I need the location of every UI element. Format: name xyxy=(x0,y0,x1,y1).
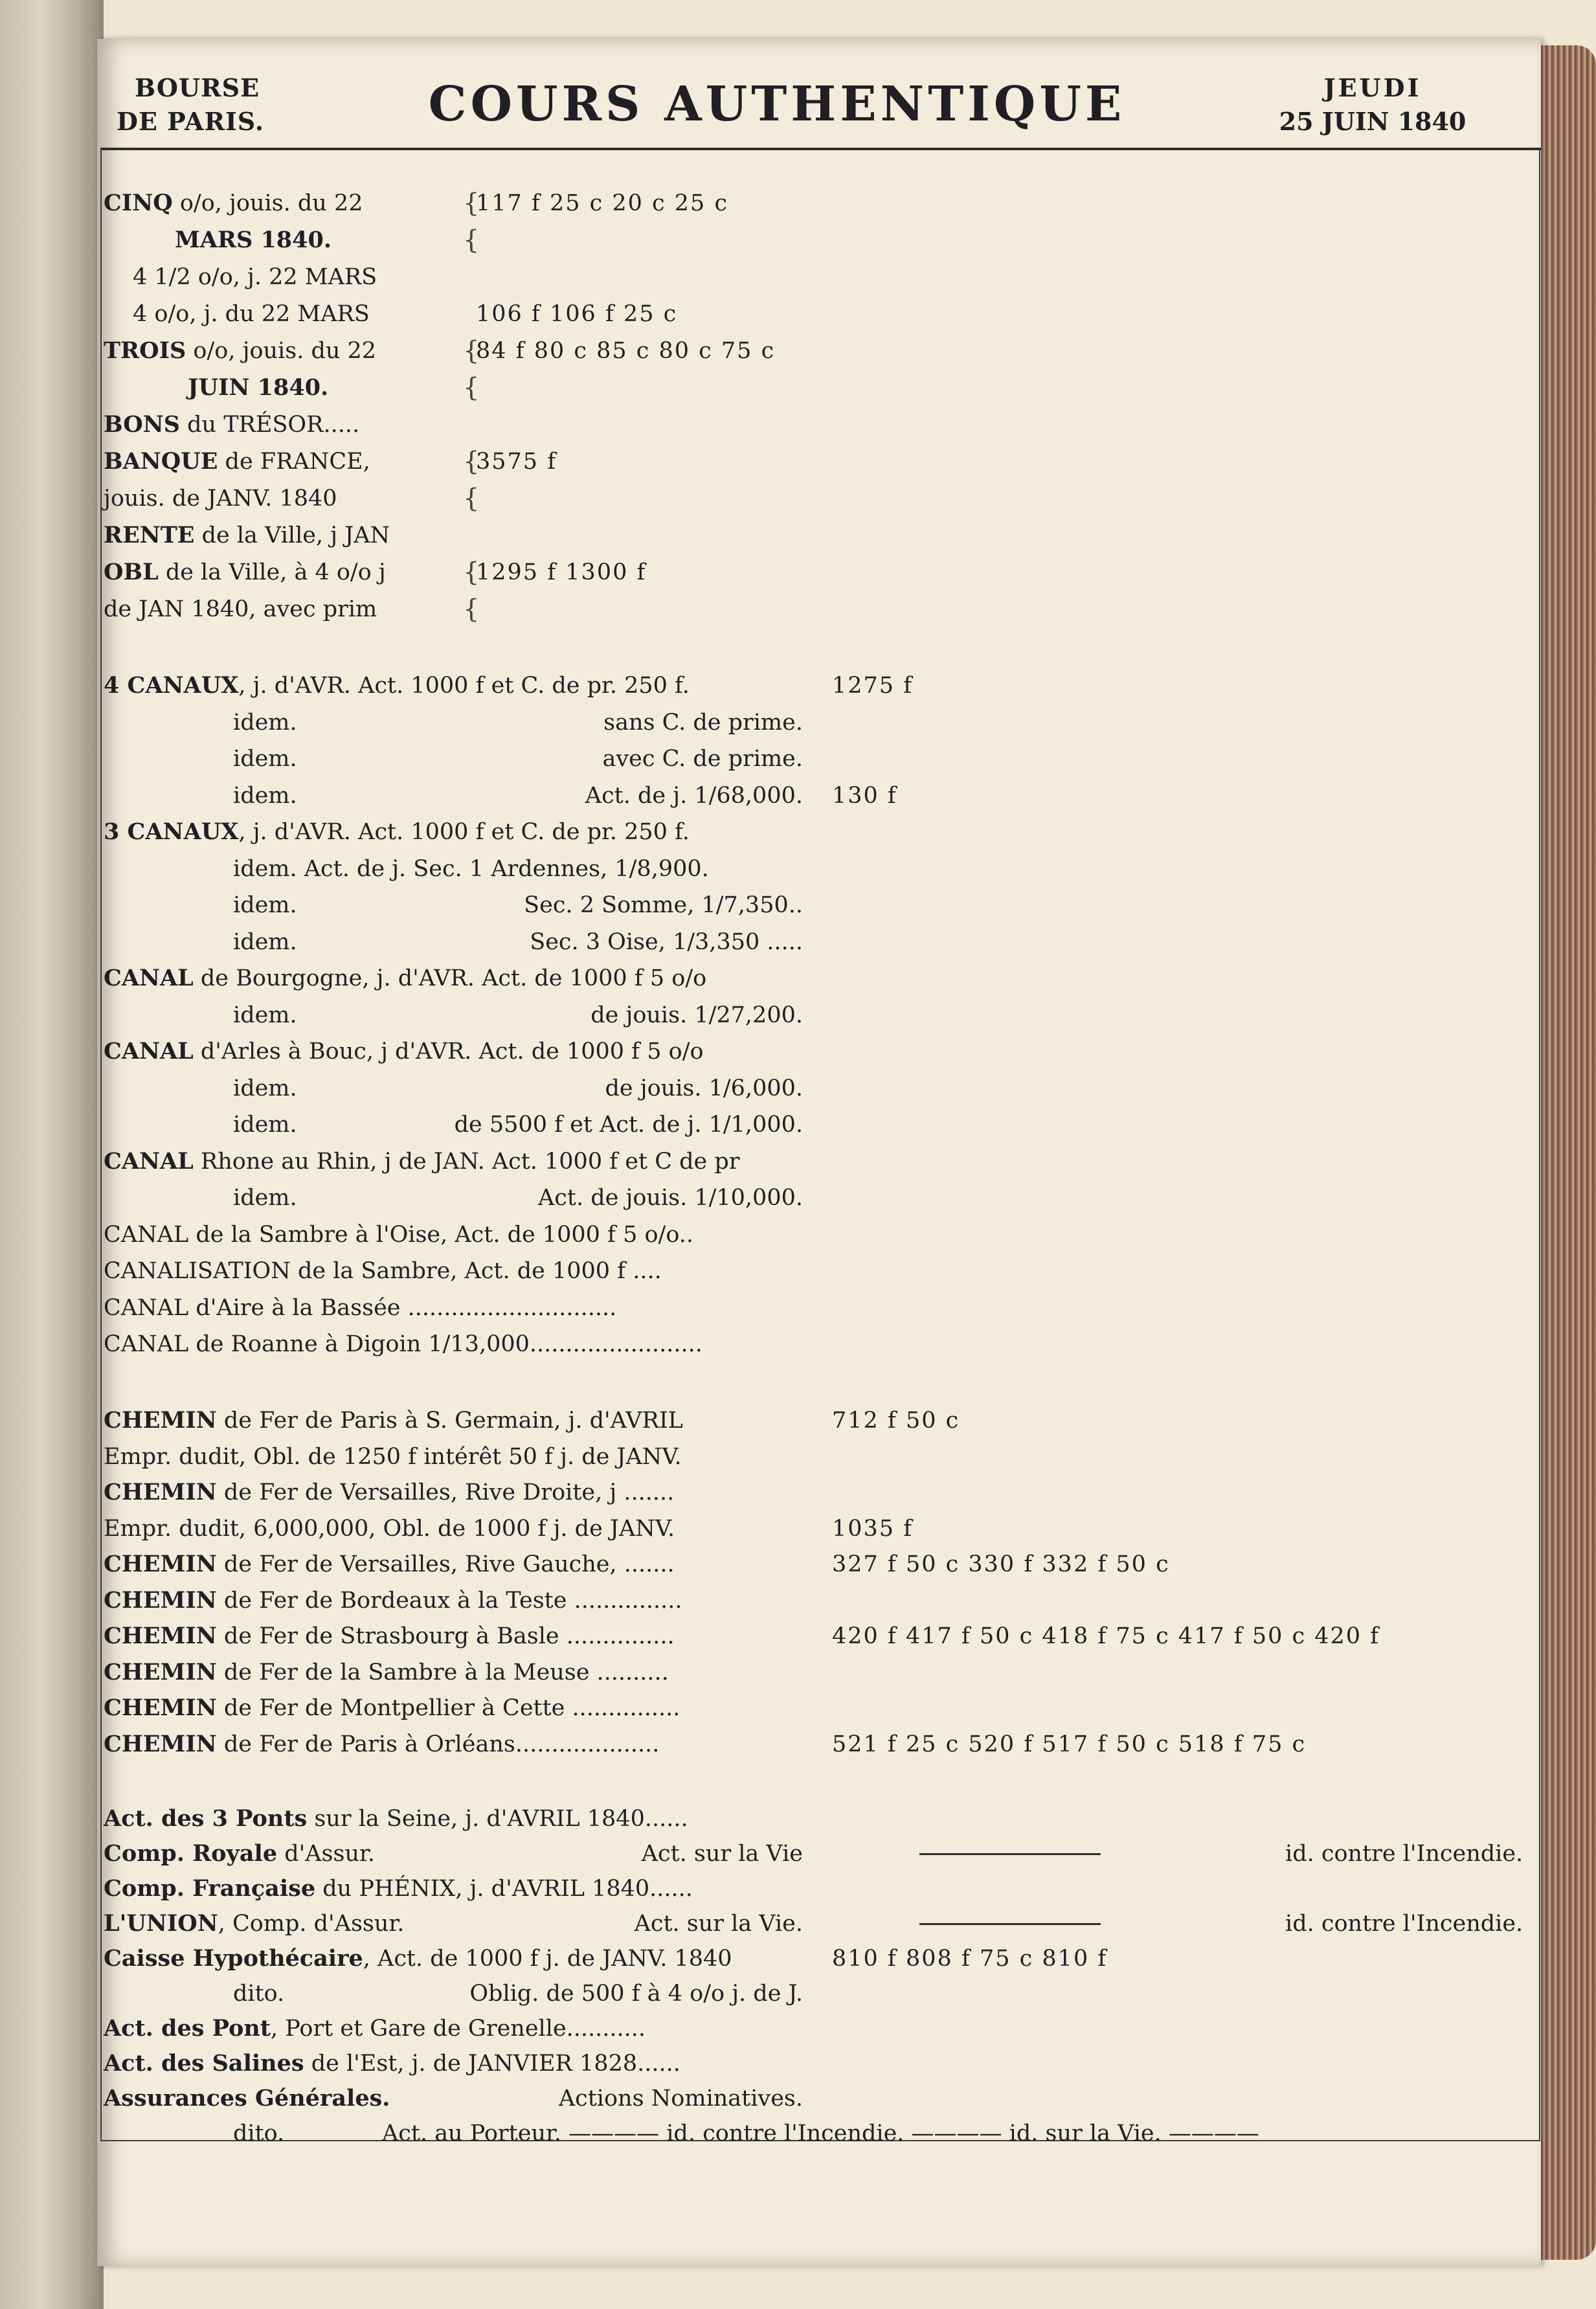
entry-terms: sur la Seine, j. d'AVRIL 1840...... xyxy=(307,1806,688,1832)
chemins-row xyxy=(104,1617,1528,1655)
canaux-row xyxy=(104,1106,1528,1143)
entry-name: Assurances Générales. xyxy=(104,2085,390,2112)
entry-label xyxy=(188,369,328,407)
canaux-row xyxy=(104,886,1528,924)
divers-row xyxy=(104,1835,1528,1873)
divers-row xyxy=(104,1905,1528,1943)
entry-label xyxy=(133,258,377,296)
quote-price: 810 f 808 f 75 c 810 f xyxy=(832,1946,1108,1972)
rentes-row xyxy=(104,221,1528,259)
entry-terms: idem. xyxy=(233,1002,297,1028)
entry-label xyxy=(104,1402,683,1439)
brace-mark: { xyxy=(463,336,480,366)
canaux-row xyxy=(104,1325,1528,1363)
entry-terms: idem. xyxy=(233,1112,297,1138)
brace-mark: { xyxy=(463,484,480,513)
entry-terms: dito. xyxy=(233,1981,285,2007)
entry-terms: idem. xyxy=(233,746,297,772)
entry-name: Caisse Hypothécaire xyxy=(104,1945,363,1972)
entry-label xyxy=(104,1216,693,1254)
canaux-row xyxy=(104,923,1528,961)
quote-price: 521 f 25 c 520 f 517 f 50 c 518 f 75 c xyxy=(832,1731,1307,1757)
entry-label xyxy=(104,1474,674,1511)
divers-row xyxy=(104,1940,1528,1977)
divers-row xyxy=(104,2010,1528,2047)
bourse-line-1: BOURSE xyxy=(135,73,260,102)
chemins-row xyxy=(104,1546,1528,1583)
entry-terms: idem. xyxy=(233,709,297,736)
entry-terms: jouis. de JANV. 1840 xyxy=(104,486,337,512)
entry-label xyxy=(104,1940,732,1977)
entry-label xyxy=(104,1438,682,1476)
chemins-row xyxy=(104,1654,1528,1691)
entry-terms: Empr. dudit, Obl. de 1250 f intérêt 50 f j. de JANV. xyxy=(104,1443,682,1470)
entry-terms: , Act. de 1000 f j. de JANV. 1840 xyxy=(363,1946,732,1972)
entry-label xyxy=(104,480,337,517)
entry-terms: idem. xyxy=(233,1185,297,1211)
entry-name: Comp. Française xyxy=(104,1875,316,1902)
entry-name: Act. des Pont xyxy=(104,2015,271,2042)
rentes-row xyxy=(104,406,1528,444)
entry-name: CHEMIN xyxy=(104,1658,217,1685)
entry-terms: de Fer de Versailles, Rive Droite, j ....... xyxy=(216,1480,675,1505)
entry-terms: de Fer de Bordeaux à la Teste ............... xyxy=(216,1587,682,1614)
entry-label xyxy=(104,1582,682,1619)
quote-price: 106 f 106 f 25 c xyxy=(476,301,678,327)
brace-mark: { xyxy=(463,558,480,587)
entry-detail: de jouis. 1/6,000. xyxy=(605,1075,803,1101)
entry-detail: Act. sur la Vie xyxy=(641,1841,803,1867)
entry-detail: Actions Nominatives. xyxy=(558,2086,803,2112)
entry-label xyxy=(104,960,706,997)
entry-label xyxy=(175,221,332,259)
entry-label xyxy=(104,1726,659,1763)
entry-detail: sans C. de prime. xyxy=(603,709,803,736)
brace-mark: { xyxy=(463,594,480,624)
canaux-row xyxy=(104,1143,1528,1180)
rentes-row xyxy=(104,554,1528,591)
entry-terms: du PHÉNIX, j. d'AVRIL 1840...... xyxy=(315,1876,693,1902)
quote-price: 1275 f xyxy=(832,673,914,699)
entry-name: RENTE xyxy=(104,522,195,548)
entry-name: L'UNION xyxy=(104,1910,218,1937)
entry-terms: JUIN 1840. xyxy=(188,374,329,401)
entry-tail: Act. au Porteur. ———— id. contre l'Incendie. ———— id. sur la Vie. ———— xyxy=(382,2121,1259,2146)
quote-price: 130 f xyxy=(832,782,897,809)
entry-terms: CANAL de Roanne à Digoin 1/13,000........................ xyxy=(104,1331,702,1357)
chemins-row xyxy=(104,1582,1528,1619)
divers-row xyxy=(104,2045,1528,2082)
entry-label xyxy=(104,1143,740,1180)
divers-row xyxy=(104,2080,1528,2117)
quote-price: 84 f 80 c 85 c 80 c 75 c xyxy=(476,338,776,364)
entry-terms: CANAL de la Sambre à l'Oise, Act. de 1000 f 5 o/o.. xyxy=(104,1221,694,1248)
canaux-row xyxy=(104,1252,1528,1290)
entry-name: 3 CANAUX xyxy=(104,818,239,845)
entry-terms: 4 1/2 o/o, j. 22 MARS xyxy=(133,264,377,290)
entry-name: CANAL xyxy=(104,1147,194,1175)
quote-price: 712 f 50 c xyxy=(832,1408,960,1434)
entry-label xyxy=(104,332,376,370)
entry-terms: de la Ville, à 4 o/o j xyxy=(158,559,386,585)
entry-name: TROIS xyxy=(104,337,186,364)
entry-label xyxy=(233,2115,284,2152)
rentes-row xyxy=(104,480,1528,517)
page-title: COURS AUTHENTIQUE xyxy=(428,76,1126,132)
canaux-row xyxy=(104,997,1528,1034)
entry-label xyxy=(104,591,377,628)
quote-price: 1035 f xyxy=(832,1515,914,1542)
entry-detail: de 5500 f et Act. de j. 1/1,000. xyxy=(454,1112,803,1138)
entry-terms: idem. xyxy=(233,929,297,955)
rentes-row xyxy=(104,258,1528,296)
chemins-row xyxy=(104,1438,1528,1476)
entry-name: CHEMIN xyxy=(104,1586,217,1614)
entry-name: CHEMIN xyxy=(104,1695,217,1721)
entry-terms: CANALISATION de la Sambre, Act. de 1000 f .... xyxy=(104,1258,662,1284)
book-gutter xyxy=(0,0,104,2309)
entry-terms: d'Assur. xyxy=(277,1841,375,1867)
entry-terms: de Fer de Strasbourg à Basle ............... xyxy=(216,1623,675,1649)
entry-terms: , Port et Gare de Grenelle........... xyxy=(270,2016,646,2042)
quote-price: 327 f 50 c 330 f 332 f 50 c xyxy=(832,1551,1170,1577)
entry-detail: de jouis. 1/27,200. xyxy=(590,1002,803,1028)
canaux-row xyxy=(104,777,1528,815)
entry-name: OBL xyxy=(104,559,159,585)
entry-terms: 4 o/o, j. du 22 MARS xyxy=(133,301,370,327)
quote-price: 1295 f 1300 f xyxy=(476,559,647,585)
entry-name: CANAL xyxy=(104,1038,194,1064)
entry-label xyxy=(104,1654,669,1691)
chemins-row xyxy=(104,1474,1528,1511)
entry-name: Comp. Royale xyxy=(104,1840,278,1867)
canaux-row xyxy=(104,1179,1528,1217)
entry-label xyxy=(104,1870,693,1908)
entry-terms: idem. Act. de j. Sec. 1 Ardennes, 1/8,900. xyxy=(233,855,709,882)
rentes-row xyxy=(104,443,1528,480)
entry-label xyxy=(104,517,390,554)
rentes-row xyxy=(104,295,1528,333)
entry-label xyxy=(104,1546,675,1583)
entry-terms: de Fer de Paris à Orléans.................... xyxy=(216,1731,660,1757)
entry-label xyxy=(233,850,709,888)
rentes-row xyxy=(104,185,1528,222)
entry-detail: Act. de jouis. 1/10,000. xyxy=(538,1185,803,1211)
entry-terms: idem. xyxy=(233,782,297,809)
entry-detail: Act. sur la Vie. xyxy=(634,1911,803,1937)
entry-label xyxy=(104,2045,680,2082)
entry-terms: Rhone au Rhin, j de JAN. Act. 1000 f et C de pr xyxy=(193,1148,740,1175)
entry-label xyxy=(104,1033,704,1070)
canaux-row xyxy=(104,813,1528,851)
brace-mark: { xyxy=(463,188,480,218)
canaux-row xyxy=(104,960,1528,997)
entry-terms: o/o, jouis. du 22 xyxy=(186,338,377,364)
brace-mark: { xyxy=(463,447,480,477)
entry-terms: , Comp. d'Assur. xyxy=(218,1911,405,1937)
blank-rule xyxy=(919,1853,1101,1855)
entry-detail: Act. de j. 1/68,000. xyxy=(585,782,803,809)
entry-label xyxy=(104,554,386,591)
entry-terms: du TRÉSOR..... xyxy=(180,412,360,438)
entry-name: CHEMIN xyxy=(104,1623,217,1649)
entry-label xyxy=(104,667,690,704)
entry-name: CHEMIN xyxy=(104,1407,217,1434)
chemins-row xyxy=(104,1402,1528,1439)
entry-detail: Sec. 3 Oise, 1/3,350 ..... xyxy=(530,929,803,955)
divers-row xyxy=(104,1800,1528,1838)
entry-terms: MARS 1840. xyxy=(175,227,332,253)
entry-label xyxy=(104,1289,616,1327)
entry-detail: avec C. de prime. xyxy=(602,746,803,772)
entry-label xyxy=(104,2010,646,2047)
entry-label xyxy=(104,1617,675,1655)
chemins-row xyxy=(104,1510,1528,1548)
entry-terms: de Fer de la Sambre à la Meuse .......... xyxy=(216,1659,669,1685)
divers-row xyxy=(104,1870,1528,1908)
entry-label xyxy=(104,1510,675,1548)
entry-terms: de FRANCE, xyxy=(218,449,370,475)
entry-label xyxy=(104,406,359,444)
entry-terms: dito. xyxy=(233,2121,285,2146)
entry-terms: de l'Est, j. de JANVIER 1828...... xyxy=(304,2051,680,2077)
entry-terms: , j. d'AVR. Act. 1000 f et C. de pr. 250 f. xyxy=(238,819,690,845)
canaux-row xyxy=(104,850,1528,888)
chemins-row xyxy=(104,1726,1528,1763)
entry-secondary: id. contre l'Incendie. xyxy=(1285,1911,1523,1937)
entry-name: Act. des Salines xyxy=(104,2050,304,2077)
entry-label xyxy=(104,443,370,480)
entry-terms: de Bourgogne, j. d'AVR. Act. de 1000 f 5 o/o xyxy=(193,965,707,991)
entry-terms: , j. d'AVR. Act. 1000 f et C. de pr. 250 f. xyxy=(238,673,690,699)
entry-name: CHEMIN xyxy=(104,1730,217,1757)
entry-terms: CANAL d'Aire à la Bassée ............................. xyxy=(104,1294,617,1321)
entry-name: 4 CANAUX xyxy=(104,672,239,699)
quote-price: 420 f 417 f 50 c 418 f 75 c 417 f 50 c 420 f xyxy=(832,1623,1380,1649)
date-label: 25 JUIN 1840 xyxy=(1279,107,1467,136)
canaux-row xyxy=(104,1033,1528,1070)
entry-name: CHEMIN xyxy=(104,1479,217,1505)
brace-mark: { xyxy=(463,225,480,255)
rentes-row xyxy=(104,332,1528,370)
rentes-row xyxy=(104,517,1528,554)
entry-label xyxy=(104,813,690,851)
entry-name: BONS xyxy=(104,411,180,438)
entry-label xyxy=(104,1689,680,1727)
entry-name: Act. des 3 Ponts xyxy=(104,1805,308,1832)
day-label: JEUDI xyxy=(1323,73,1422,102)
entry-name: BANQUE xyxy=(104,448,218,475)
entry-label xyxy=(104,1325,702,1363)
bourse-line-2: DE PARIS. xyxy=(117,107,265,136)
entry-terms: Empr. dudit, 6,000,000, Obl. de 1000 f j. de JANV. xyxy=(104,1515,675,1542)
entry-terms: de Fer de Versailles, Rive Gauche, ....... xyxy=(216,1551,675,1577)
quote-price: 3575 f xyxy=(476,449,557,475)
entry-label xyxy=(104,1252,662,1290)
entry-terms: de la Ville, j JAN xyxy=(194,523,390,548)
entry-label xyxy=(133,295,370,333)
brace-mark: { xyxy=(463,373,480,403)
canaux-row xyxy=(104,1216,1528,1254)
entry-terms: de Fer de Paris à S. Germain, j. d'AVRIL xyxy=(216,1408,683,1434)
chemins-row xyxy=(104,1689,1528,1727)
canaux-row xyxy=(104,1070,1528,1107)
date-heading xyxy=(1250,71,1496,139)
entry-terms: o/o, jouis. du 22 xyxy=(172,190,363,216)
entry-label xyxy=(104,1800,688,1838)
entry-terms: de JAN 1840, avec prim xyxy=(104,596,377,622)
rentes-row xyxy=(104,369,1528,407)
rentes-row xyxy=(104,591,1528,628)
entry-name: CANAL xyxy=(104,965,194,991)
canaux-row xyxy=(104,667,1528,704)
bourse-heading xyxy=(117,71,350,139)
canaux-row xyxy=(104,704,1528,741)
divers-row xyxy=(104,2115,1528,2152)
book-page-edges xyxy=(1534,45,1596,2260)
canaux-row xyxy=(104,740,1528,778)
entry-label xyxy=(104,185,363,222)
canaux-row xyxy=(104,1289,1528,1327)
entry-detail: Sec. 2 Somme, 1/7,350.. xyxy=(524,892,803,918)
entry-terms: idem. xyxy=(233,892,297,918)
entry-secondary: id. contre l'Incendie. xyxy=(1285,1841,1523,1867)
quote-price: 117 f 25 c 20 c 25 c xyxy=(476,190,729,216)
entry-terms: idem. xyxy=(233,1075,297,1101)
entry-name: CINQ xyxy=(104,190,173,216)
entry-terms: d'Arles à Bouc, j d'AVR. Act. de 1000 f 5 o/o xyxy=(193,1039,704,1064)
entry-detail: Oblig. de 500 f à 4 o/o j. de J. xyxy=(469,1981,803,2007)
entry-terms: de Fer de Montpellier à Cette ............... xyxy=(216,1695,680,1721)
divers-row xyxy=(104,1975,1528,2012)
blank-rule xyxy=(919,1923,1101,1925)
entry-name: CHEMIN xyxy=(104,1551,217,1577)
